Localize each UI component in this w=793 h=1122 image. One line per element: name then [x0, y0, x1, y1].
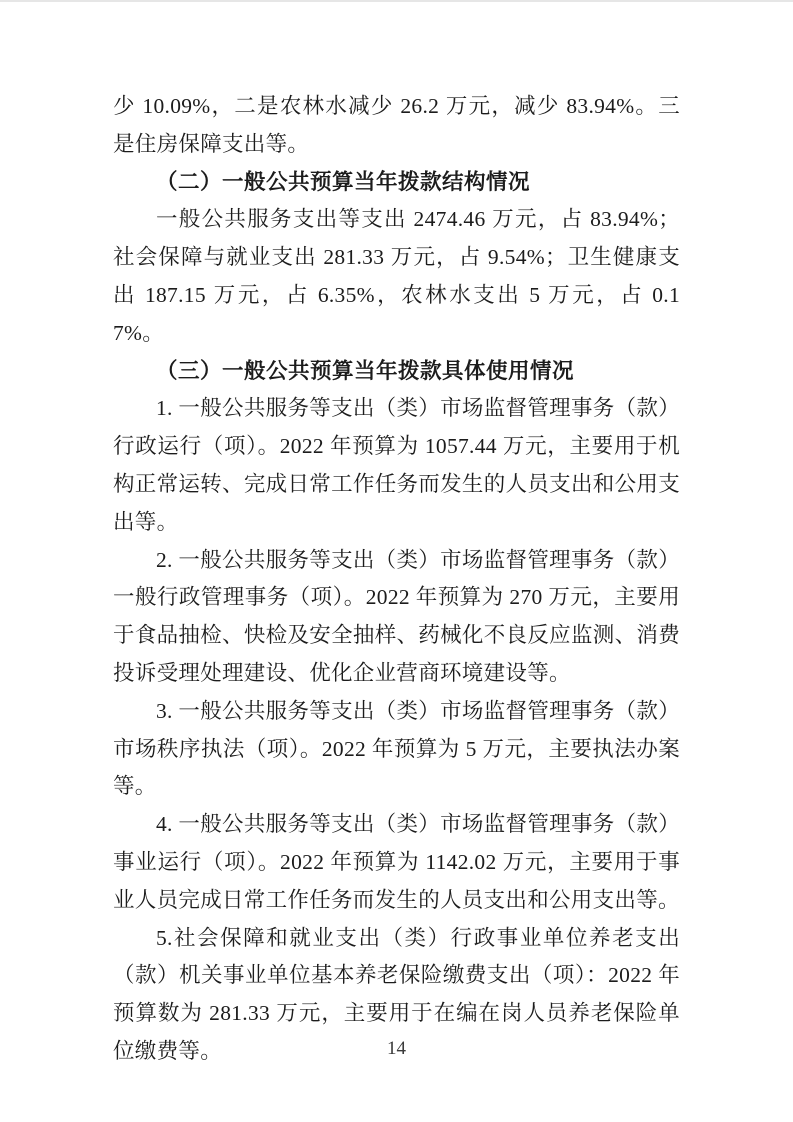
section-heading-2: （二）一般公共预算当年拨款结构情况	[156, 169, 531, 194]
paragraph-item-2: 2. 一般公共服务等支出（类）市场监督管理事务（款）一般行政管理事务（项）。2022 年预算为 270 万元，主要用于食品抽检、快检及安全抽样、药械化不良反应监测、消费投诉受理处理建设、优化企业营商环境建设等。	[113, 547, 680, 685]
page-number: 14	[387, 1038, 406, 1059]
section-heading-3: （三）一般公共预算当年拨款具体使用情况	[156, 358, 575, 383]
paragraph-structure-overview: 一般公共服务支出等支出 2474.46 万元，占 83.94%；社会保障与就业支出 281.33 万元，占 9.54%；卫生健康支出 187.15 万元，占 6.35%，农林水支出 5 万元，占 0.17%。	[113, 207, 680, 345]
page-top-edge	[0, 0, 793, 2]
paragraph-item-3: 3. 一般公共服务等支出（类）市场监督管理事务（款）市场秩序执法（项）。2022 年预算为 5 万元，主要执法办案等。	[113, 698, 680, 799]
paragraph-item-1: 1. 一般公共服务等支出（类）市场监督管理事务（款）行政运行（项）。2022 年预算为 1057.44 万元，主要用于机构正常运转、完成日常工作任务而发生的人员支出和公用支出等。	[113, 396, 680, 534]
page-body-text	[113, 88, 680, 1071]
paragraph-continuation: 少 10.09%，二是农林水减少 26.2 万元，减少 83.94%。三是住房保障支出等。	[113, 94, 680, 156]
paragraph-item-4: 4. 一般公共服务等支出（类）市场监督管理事务（款）事业运行（项）。2022 年预算为 1142.02 万元，主要用于事业人员完成日常工作任务而发生的人员支出和公用支出等。	[113, 812, 680, 912]
paragraph-item-5: 5.社会保障和就业支出（类）行政事业单位养老支出（款）机关事业单位基本养老保险缴费支出（项）：2022 年预算数为 281.33 万元，主要用于在编在岗人员养老保险单位缴费等。	[113, 925, 680, 1063]
